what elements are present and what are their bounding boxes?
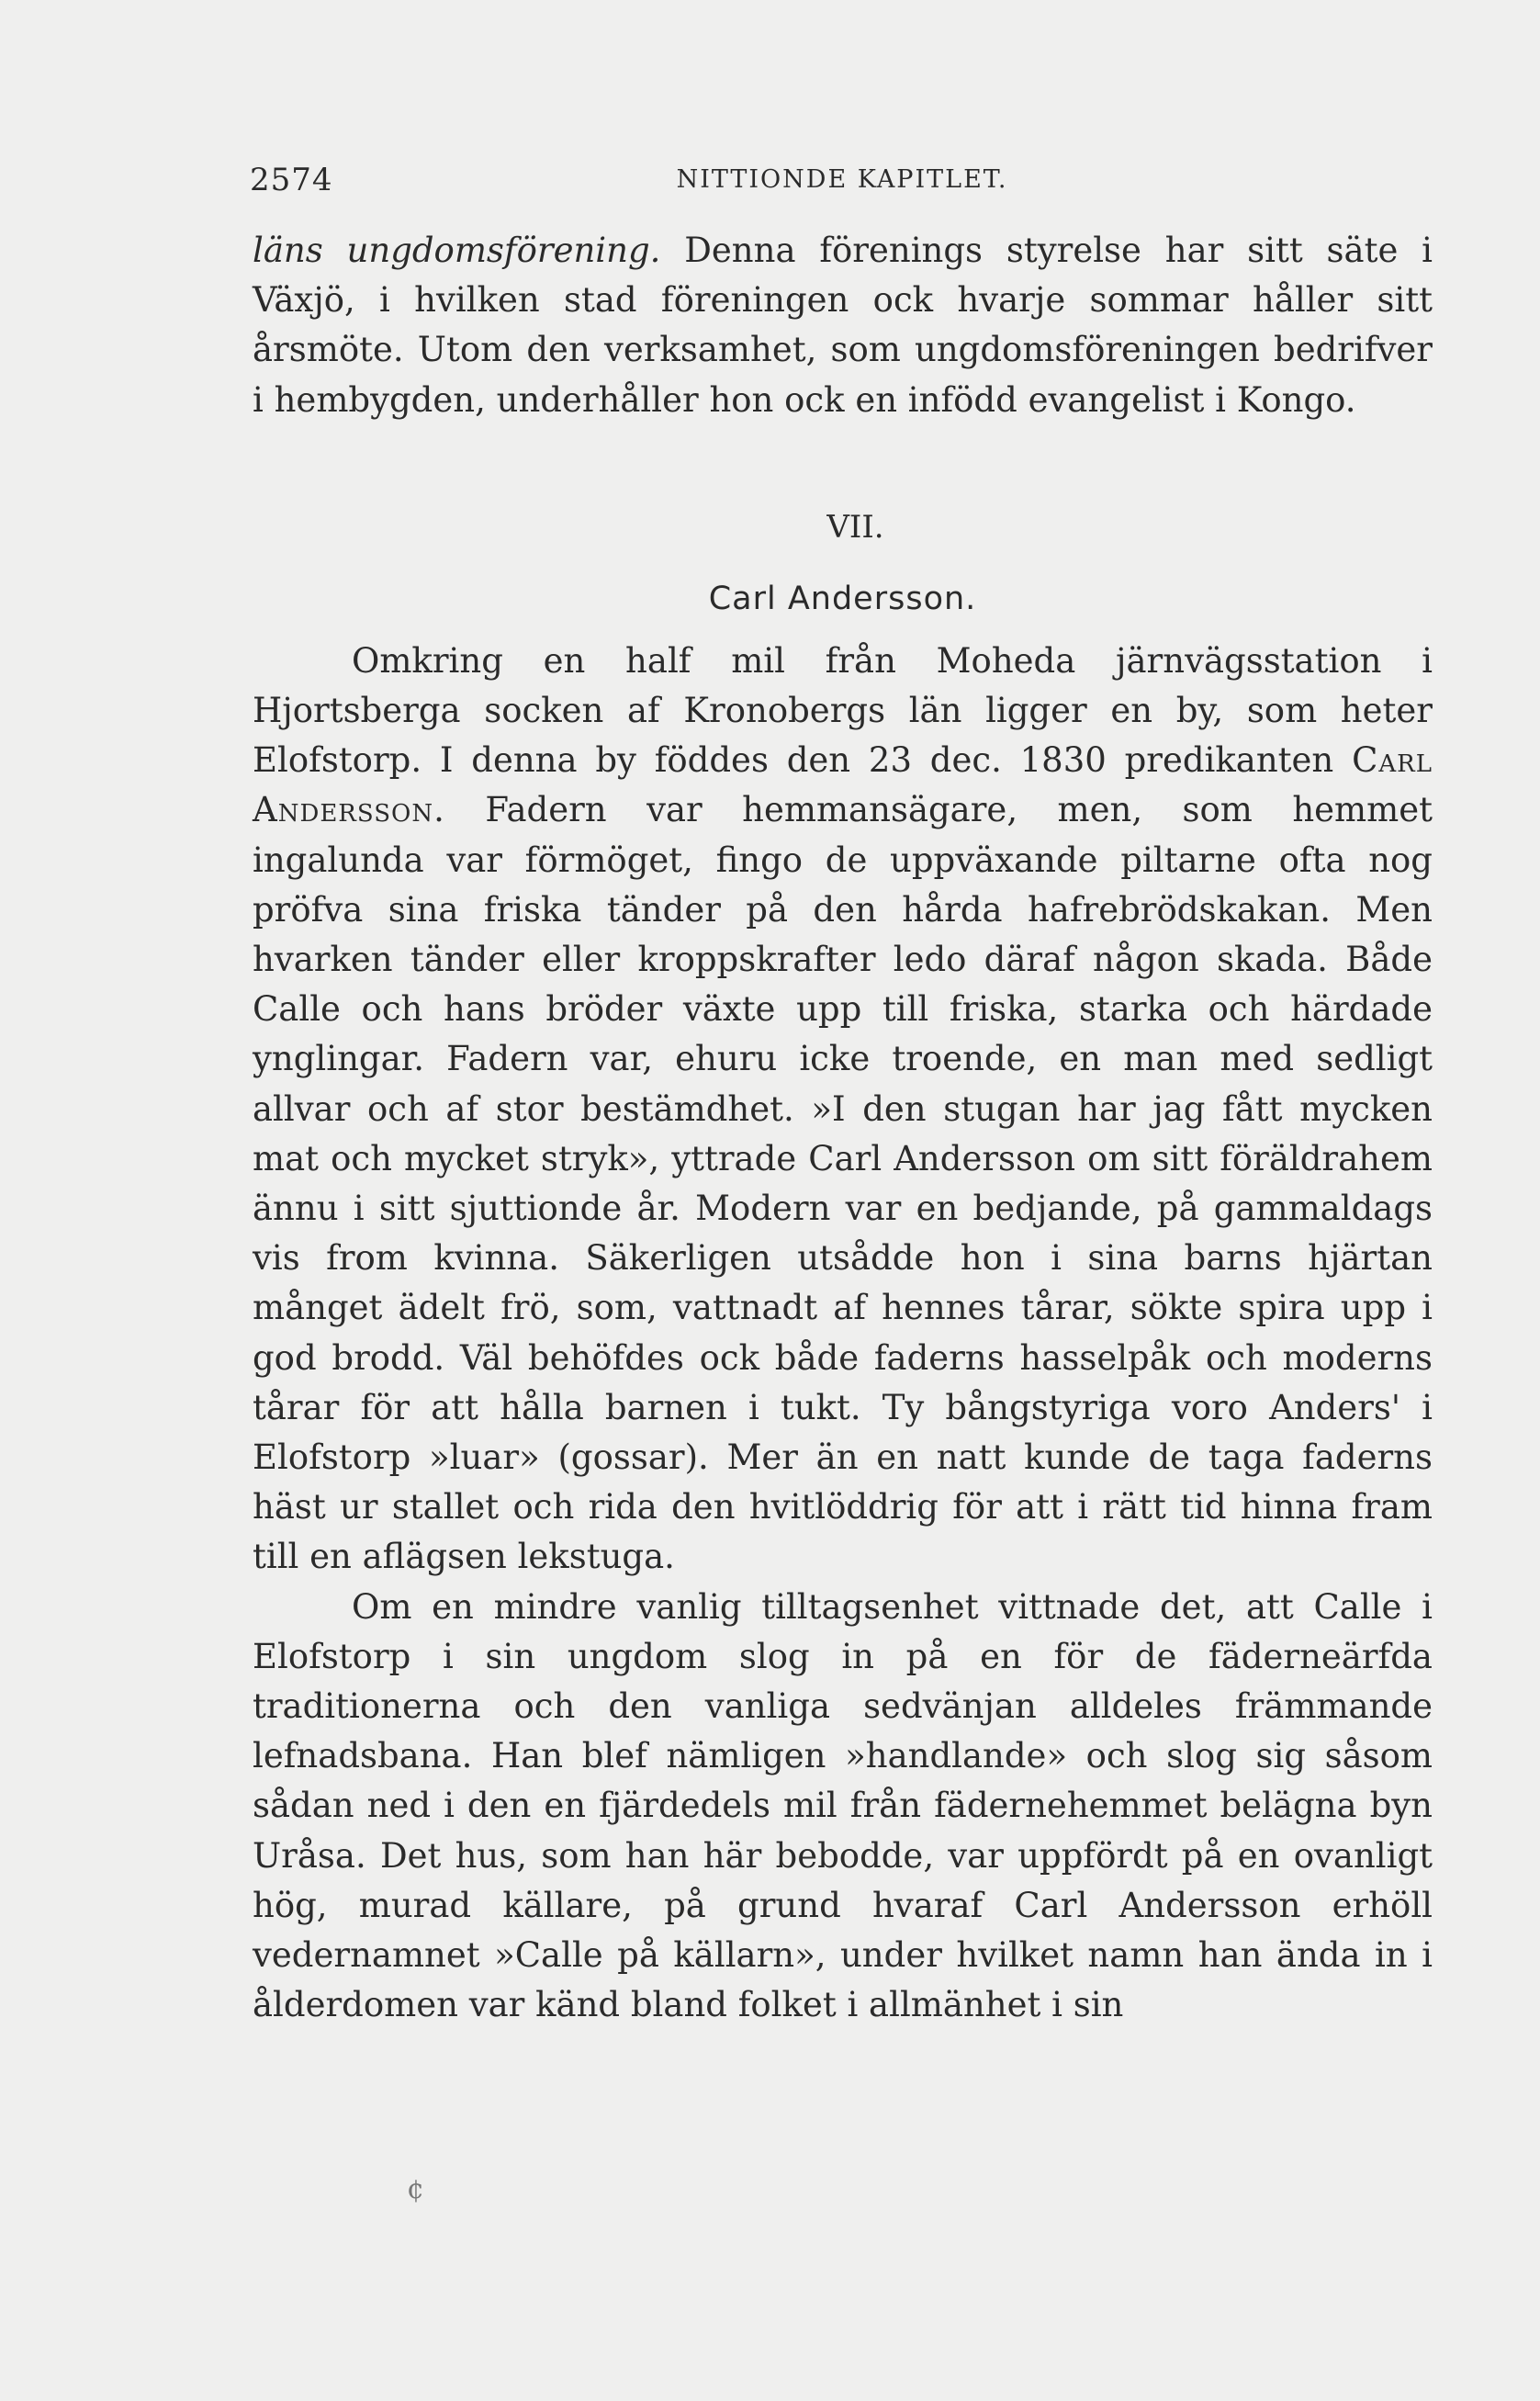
person-name: Carl Andersson. bbox=[253, 740, 1433, 830]
italic-phrase: läns ungdomsförening. bbox=[253, 231, 661, 270]
page-number: 2574 bbox=[250, 162, 333, 198]
paragraph bbox=[253, 1583, 1433, 2031]
page-header bbox=[250, 162, 1434, 217]
paragraph-text: Fadern var hemmansägare, men, som hemmet ingalunda var förmöget, fingo de uppväxande piltarne ofta nog pröfva sina friska tänder på den hårda hafrebrödskakan. Men hvarken tänder eller kroppskrafter ledo däraf någon skada. Både Calle och hans bröder växte upp till friska, starka och härdade ynglingar. Fadern var, ehuru icke troende, en man med sedligt allvar och af stor bestämdhet. »I den stugan har jag fått mycken mat och mycket stryk», yttrade Carl Andersson om sitt föräldrahem ännu i sitt sjuttionde år. Modern var en bedjande, på gammaldags vis from kvinna. Säkerligen utsådde hon i sina barns hjärtan månget ädelt frö, som, vattnadt af hennes tårar, sökte spira upp i god brodd. Väl behöfdes ock både faderns hasselpåk och moderns tårar för att hålla barnen i tukt. Ty bångstyriga voro Anders' i Elofstorp »luar» (gossar). Mer än en natt kunde de taga faderns häst ur stallet och rida den hvitlöddrig för att i rätt tid hinna fram till en aflägsen lekstuga. bbox=[253, 790, 1433, 1577]
paragraph-text: Omkring en half mil från Moheda järnvägsstation i Hjortsberga socken af Kronobergs län ligger en by, som heter Elofstorp. I denna by föddes den 23 dec. 1830 predikanten bbox=[253, 640, 1433, 781]
paragraph-text: Om en mindre vanlig tilltagsenhet vittnade det, att Calle i Elofstorp i sin ungdom slog in på en för de fäderneärfda traditionerna och den vanliga sedvänjan alldeles främmande lefnadsbana. Han blef nämligen »handlande» och slog sig såsom sådan ned i den en fjärdedels mil från fädernehemmet belägna byn Uråsa. Det hus, som han här bebodde, var uppfördt på en ovanligt hög, murad källare, på grund hvaraf Carl Andersson erhöll vedernamnet »Calle på källarn», under hvilket namn han ända in i ålderdomen var känd bland folket i allmänhet i sin bbox=[253, 1586, 1433, 2025]
paragraph-text: Denna förenings styrelse har sitt säte i Växjö, i hvilken stad föreningen ock hvarje sommar håller sitt årsmöte. Utom den verksamhet, som ungdomsföreningen bedrifver i hembygden, underhåller hon ock en infödd evangelist i Kongo. bbox=[253, 231, 1433, 420]
running-head: NITTIONDE KAPITLET. bbox=[676, 165, 1008, 194]
footer-mark: ¢ bbox=[407, 2173, 425, 2205]
body-text bbox=[253, 226, 1433, 2031]
paragraph-continuation bbox=[253, 226, 1433, 425]
section-numeral: VII. bbox=[826, 508, 884, 546]
paragraph bbox=[253, 637, 1433, 1583]
section-title: Carl Andersson. bbox=[708, 580, 977, 617]
